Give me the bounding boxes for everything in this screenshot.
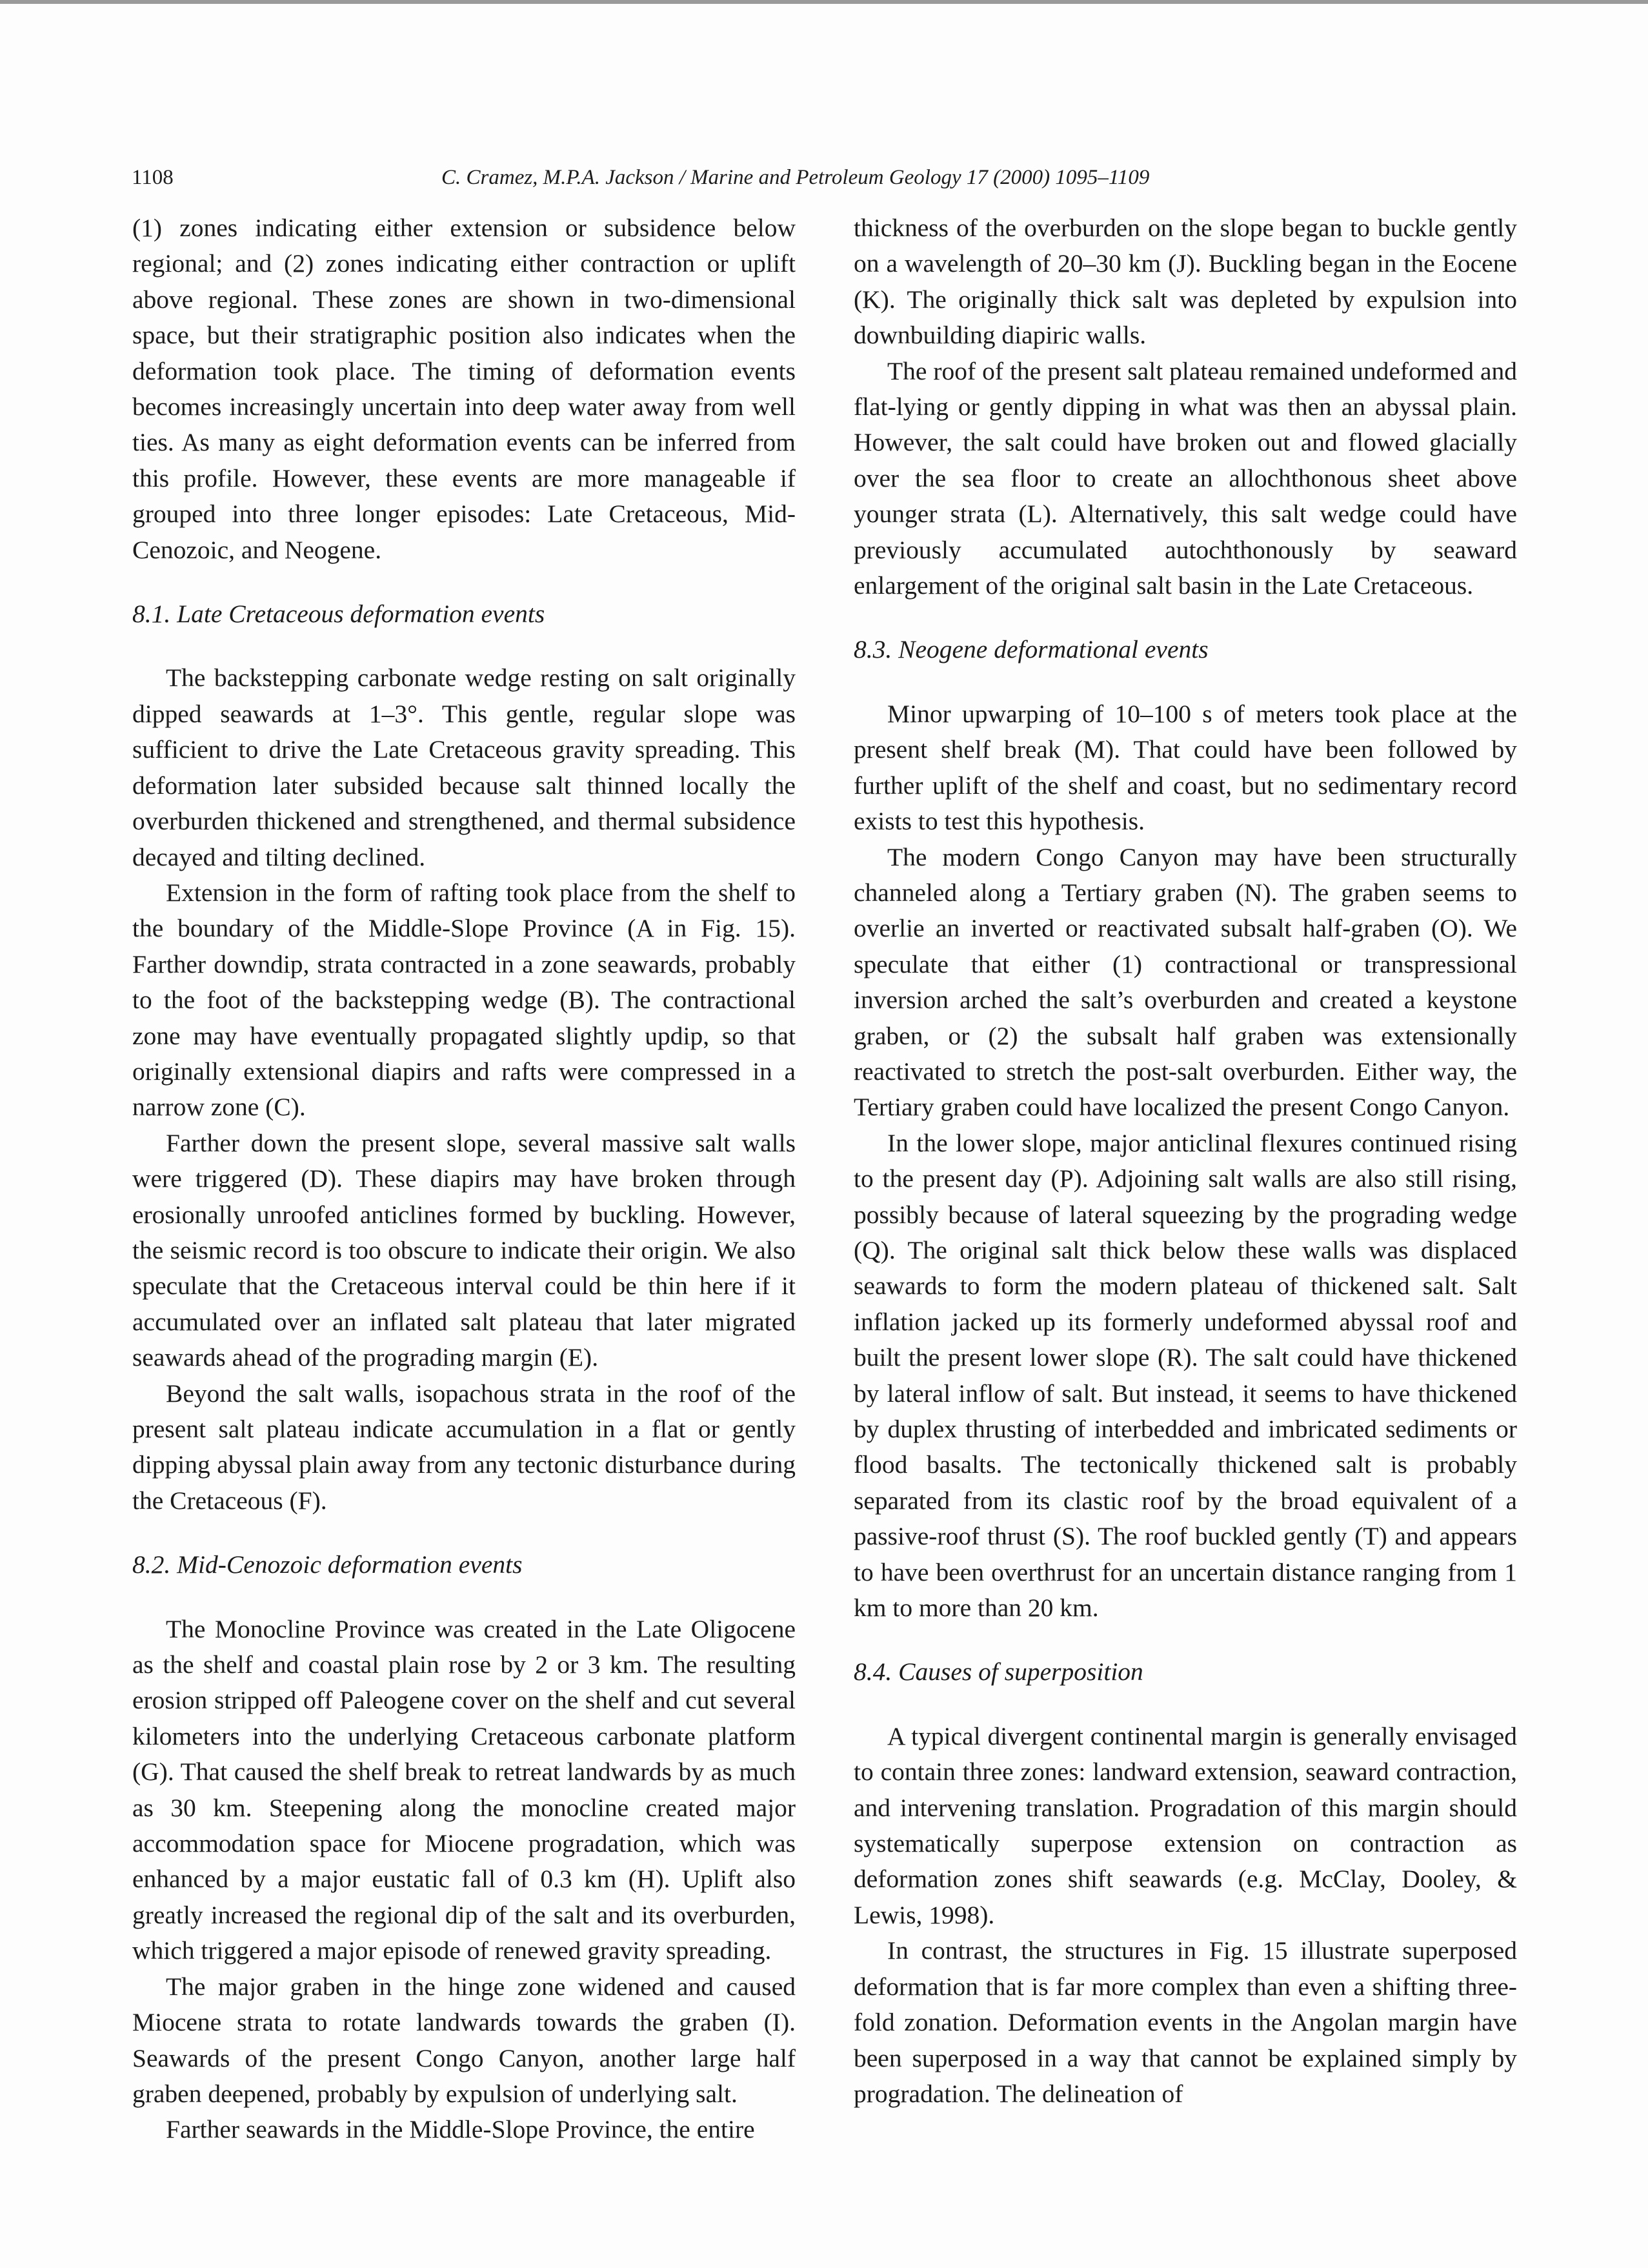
right-column [854,210,1517,2112]
paragraph: Beyond the salt walls, isopachous strata in the roof of the present salt plateau indicate accumulation in a flat or gently dipping abyssal plain away from any tectonic disturbance during the Cretaceous (F). [132,1379,796,1515]
paragraph: A typical divergent continental margin is generally envisaged to contain three zones: landward extension, seaward contraction, and intervening translation. Progradation of this margin should systematically superpose extension on contraction as deformation zones shift seawards (e.g. McClay, Dooley, & Lewis, 1998). [854,1721,1517,1929]
section-heading-8-1: 8.1. Late Cretaceous deformation events [132,600,545,629]
paragraph: The modern Congo Canyon may have been structurally channeled along a Tertiary graben (N). The graben seems to overlie an inverted or reactivated subsalt half-graben (O). We speculate that either (1) contractional or transpressional inversion arched the salt’s overburden and created a keystone graben, or (2) the subsalt half graben was extensionally reactivated to stretch the post-salt overburden. Either way, the Tertiary graben could have localized the present Congo Canyon. [854,842,1517,1122]
paragraph: The roof of the present salt plateau remained undeformed and flat-lying or gently dipping in what was then an abyssal plain. However, the salt could have broken out and flowed glacially over the sea floor to create an allochthonous sheet above younger strata (L). Alternatively, this salt wedge could have previously accumulated autochthonously by seaward enlargement of the original salt basin in the Late Cretaceous. [854,356,1517,600]
paragraph: (1) zones indicating either extension or subsidence below regional; and (2) zones indicating either contraction or uplift above regional. These zones are shown in two-dimensional space, but their stratigraphic position also indicates when the deformation took place. The timing of deformation events becomes increasingly uncertain into deep water away from well ties. As many as eight deformation events can be inferred from this profile. However, these events are more manageable if grouped into three longer episodes: Late Cretaceous, Mid-Cenozoic, and Neogene. [132,214,796,564]
paragraph: In contrast, the structures in Fig. 15 illustrate superposed deformation that is far more complex than even a shifting three-fold zonation. Deformation events in the Angolan margin have been superposed in a way that cannot be explained simply by progradation. The delineation of [854,1936,1517,2108]
section-heading-8-4: 8.4. Causes of superposition [854,1657,1143,1686]
paragraph: In the lower slope, major anticlinal flexures continued rising to the present day (P). Adjoining salt walls are also still rising, possibly because of lateral squeezing by the prograding wedge (Q). The original salt thick below these walls was displaced seawards to form the modern plateau of thickened salt. Salt inflation jacked up its formerly undeformed abyssal roof and built the present lower slope (R). The salt could have thickened by lateral inflow of salt. But instead, it seems to have thickened by duplex thrusting of interbedded and imbricated sediments or flood basalts. The tectonically thickened salt is probably separated from its clastic roof by the broad equivalent of a passive-roof thrust (S). The roof buckled gently (T) and appears to have been overthrust for an uncertain distance ranging from 1 km to more than 20 km. [854,1128,1517,1623]
paragraph: Farther down the present slope, several massive salt walls were triggered (D). These diapirs may have broken through erosionally unroofed anticlines formed by buckling. However, the seismic record is too obscure to indicate their origin. We also speculate that the Cretaceous interval could be thin here if it accumulated over an inflated salt plateau that later migrated seawards ahead of the prograding margin (E). [132,1128,796,1372]
paragraph: The backstepping carbonate wedge resting on salt originally dipped seawards at 1–3°. This gentle, regular slope was sufficient to drive the Late Cretaceous gravity spreading. This deformation later subsided because salt thinned locally the overburden thickened and strengthened, and thermal subsidence decayed and tilting declined. [132,663,796,871]
paragraph: Minor upwarping of 10–100 s of meters took place at the present shelf break (M). That could have been followed by further uplift of the shelf and coast, but no sedimentary record exists to test this hypothesis. [854,699,1517,836]
section-heading-8-2: 8.2. Mid-Cenozoic deformation events [132,1550,523,1579]
paragraph: Extension in the form of rafting took place from the shelf to the boundary of the Middle-Slope Province (A in Fig. 15). Farther downdip, strata contracted in a zone seawards, probably to the foot of the backstepping wedge (B). The contractional zone may have eventually propagated slightly updip, so that originally extensional diapirs and rafts were compressed in a narrow zone (C). [132,878,796,1122]
paragraph: The Monocline Province was created in the Late Oligocene as the shelf and coastal plain rose by 2 or 3 km. The resulting erosion stripped off Paleogene cover on the shelf and cut several kilometers into the underlying Cretaceous carbonate platform (G). That caused the shelf break to retreat landwards by as much as 30 km. Steepening along the monocline created major accommodation space for Miocene progradation, which was enhanced by a major eustatic fall of 0.3 km (H). Uplift also greatly increased the regional dip of the salt and its overburden, which triggered a major episode of renewed gravity spreading. [132,1614,796,1965]
page-header [132,161,1512,194]
paragraph: The major graben in the hinge zone widened and caused Miocene strata to rotate landwards towards the graben (I). Seawards of the present Congo Canyon, another large half graben deepened, probably by expulsion of underlying salt. [132,1972,796,2108]
paragraph: Farther seawards in the Middle-Slope Province, the entire [166,2115,755,2144]
scan-edge-rule [0,0,1648,4]
paragraph: thickness of the overburden on the slope began to buckle gently on a wavelength of 20–30 km (J). Buckling began in the Eocene (K). The originally thick salt was depleted by expulsion into downbuilding diapiric walls. [854,214,1517,350]
page-number: 1108 [132,166,174,189]
section-heading-8-3: 8.3. Neogene deformational events [854,635,1209,664]
running-head: C. Cramez, M.P.A. Jackson / Marine and Petroleum Geology 17 (2000) 1095–1109 [441,166,1150,189]
left-column [132,210,796,2148]
